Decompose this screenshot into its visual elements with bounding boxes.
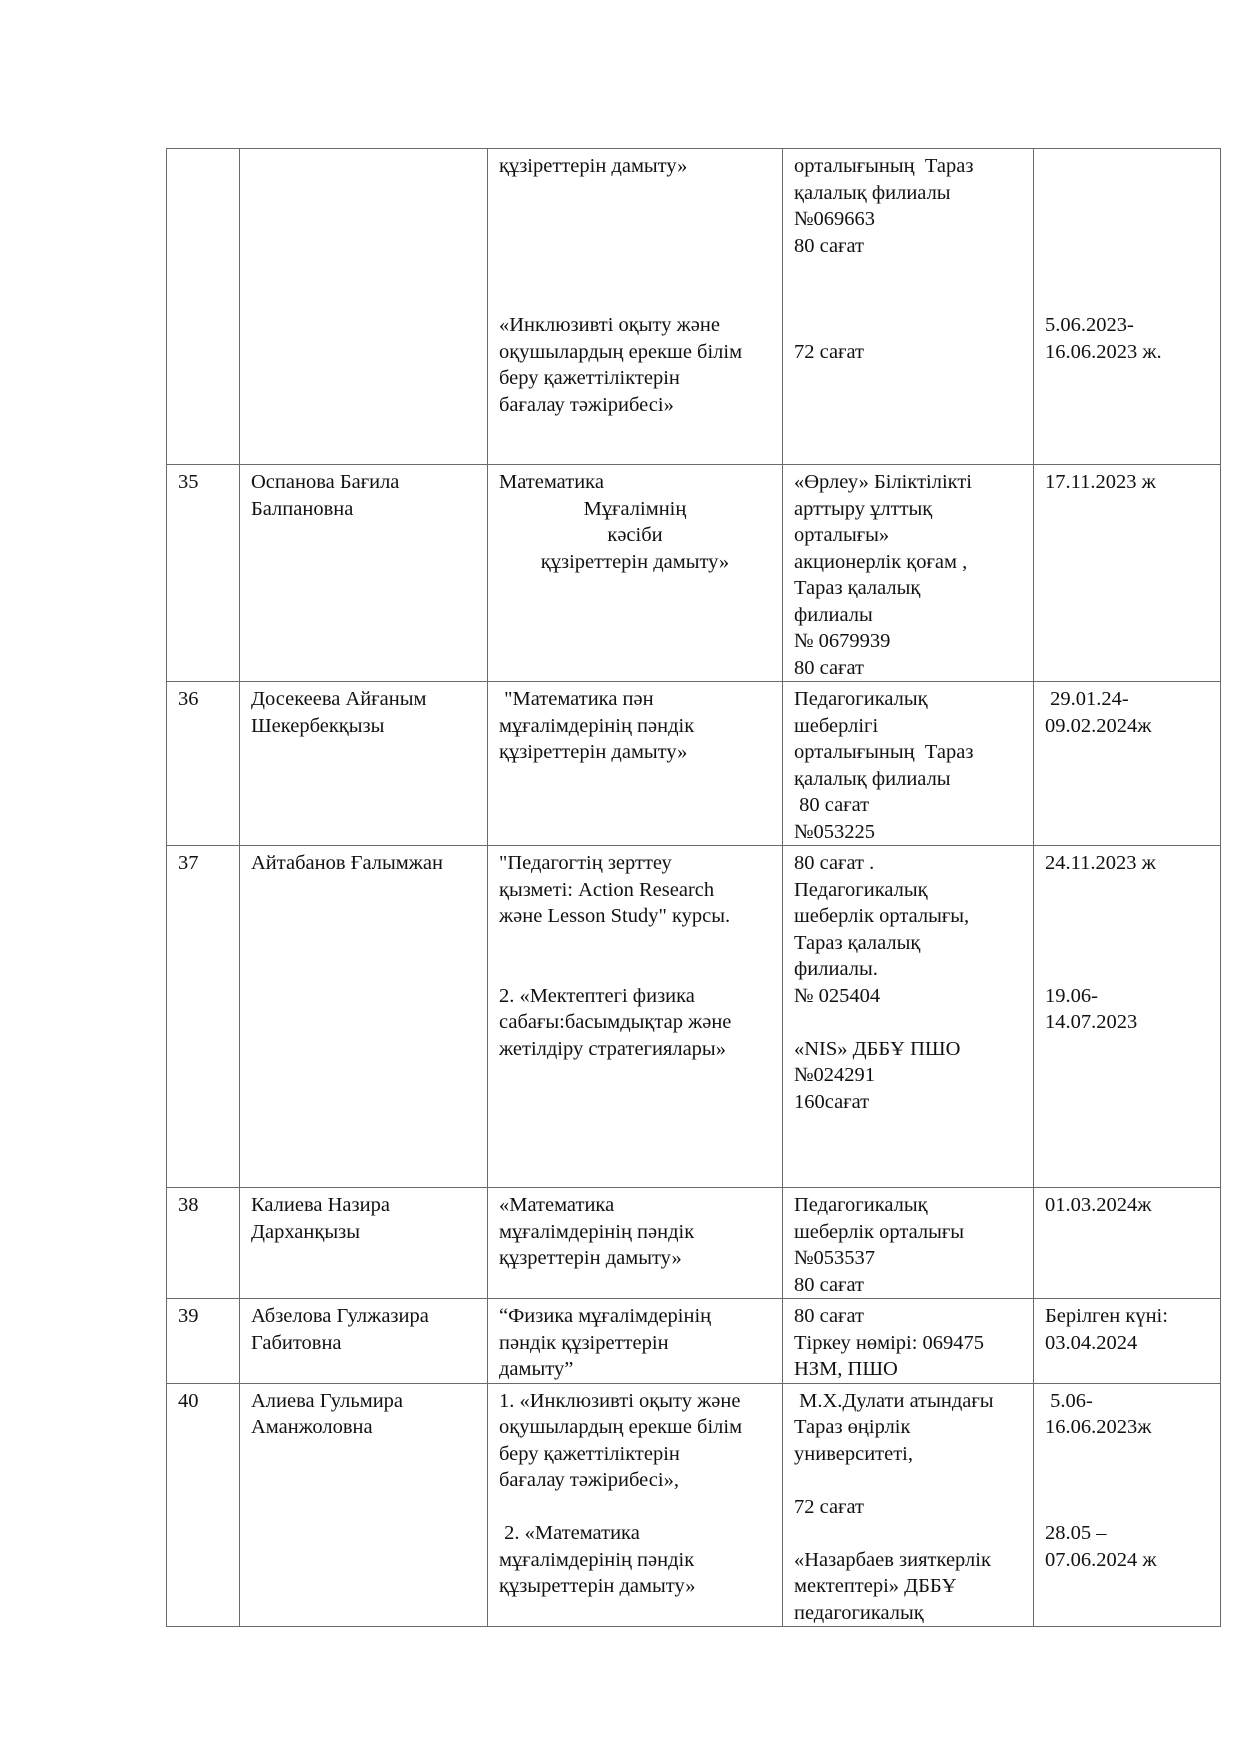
cell-text-line: беру қажеттіліктерін [499,1442,680,1465]
cell-text-line: Габитовна [251,1331,342,1354]
cell-text-line: пәндік құзіреттерін [499,1331,669,1354]
cell-text-line: 80 сағат [794,1273,865,1296]
cell-course [488,1188,783,1299]
cell-text-line: Берілген күні: [1045,1305,1168,1327]
cell-text-line: М.Х.Дулати атындағы [794,1389,994,1412]
cell-text-line [794,1467,1022,1494]
cell-text-line: құзіреттерін дамыту» [540,550,730,573]
cell-text-line: орталығының Тараз [794,741,974,763]
cell-number [167,149,240,465]
cell-name [240,149,488,465]
cell-text-line: мұғалімдерінің пәндік [499,714,695,737]
cell-name [240,1383,488,1627]
cell-course [488,682,783,846]
cell-date [1034,682,1221,846]
cell-text-line [499,1494,771,1521]
cell-organization [783,1383,1034,1627]
cell-text-line: арттыру ұлттық [794,497,933,520]
cell-text-line [1045,286,1209,313]
cell-date [1034,465,1221,682]
cell-text-line: 16.06.2023 ж. [1045,340,1162,363]
cell-date [1034,1188,1221,1299]
cell-text-line [499,286,771,313]
cell-text-line: Педагогикалық [794,688,928,710]
cell-text-line: Тіркеу нөмірі: 069475 [794,1331,985,1354]
cell-text-line: жетілдіру стратегиялары» [499,1037,726,1060]
cell-text-line: құзреттерін дамыту» [499,1247,682,1269]
cell-text-line: дамыту” [499,1358,574,1380]
cell-text-line: 14.07.2023 [1045,1011,1138,1033]
cell-text-line: Айтабанов Ғалымжан [251,852,443,874]
cell-text-line [1045,153,1209,180]
cell-date [1034,846,1221,1188]
cell-text-line: Математика [499,471,604,493]
cell-text-line: «Математика [499,1194,615,1216]
cell-course [488,1299,783,1384]
cell-text-line: Тараз қалалық [794,577,921,599]
table-row [167,846,1221,1188]
cell-text-line: 28.05 – [1045,1522,1107,1544]
cell-date [1034,1299,1221,1384]
cell-text-line [1045,180,1209,207]
cell-date [1034,149,1221,465]
cell-text-line: Тараз өңірлік [794,1416,911,1438]
cell-text-line: Шекербекқызы [251,714,385,737]
table-row [167,465,1221,682]
cell-text-line: акционерлік қоғам , [794,550,968,573]
cell-text-line: Оспанова Бағила [251,471,400,493]
cell-text-line [1045,930,1209,957]
cell-text-line: 07.06.2024 ж [1045,1548,1157,1571]
cell-text-line: қалалық филиалы [794,181,951,204]
cell-text-line [794,312,1022,339]
cell-text-line: Тараз қалалық [794,931,921,954]
table-row [167,1188,1221,1299]
cell-text-line: Дарханқызы [251,1220,360,1243]
table-row [167,149,1221,465]
cell-text-line [1045,903,1209,930]
cell-text-line: сабағы:басымдықтар және [499,1011,732,1033]
cell-date [1034,1383,1221,1627]
cell-text-line [1045,259,1209,286]
cell-text-line: 1. «Инклюзивті оқыту және [499,1389,741,1412]
cell-text-line [1045,206,1209,233]
table-row [167,1299,1221,1384]
cell-text-line: және Lesson Study" курсы. [499,905,731,927]
cell-text-line: № 0679939 [794,630,891,652]
cell-text-line: Калиева Назира [251,1194,390,1216]
cell-text-line: 5.06.2023- [1045,314,1134,336]
cell-text-line [499,930,771,957]
cell-text-line: 2. «Математика [499,1522,640,1544]
cell-text-line: 2. «Мектептегі физика [499,984,695,1007]
cell-text-line: 19.06- [1045,984,1098,1007]
cell-course [488,846,783,1188]
cell-text-line: “Физика мұғалімдерінің [499,1305,712,1327]
cell-course [488,149,783,465]
cell-text-line: мұғалімдерінің пәндік [499,1548,695,1571]
cell-name [240,846,488,1188]
cell-text-line [794,259,1022,286]
cell-number: 36 [167,682,240,846]
cell-number: 37 [167,846,240,1188]
cell-text-line: шеберлік орталығы [794,1220,965,1243]
cell-text-line: №069663 [794,208,876,230]
cell-text-line: мектептері» ДББҰ [794,1575,957,1597]
cell-text-line: бағалау тәжірибесі», [499,1469,679,1491]
cell-text-line [1045,1441,1209,1468]
cell-text-line: шеберлік орталығы, [794,905,970,927]
cell-text-line: «Өрлеу» Біліктілікті [794,471,972,493]
cell-text-line: педагогикалық [794,1601,924,1624]
cell-text-line: 17.11.2023 ж [1045,471,1156,493]
cell-text-line: 24.11.2023 ж [1045,852,1156,874]
cell-text-line: 72 сағат [794,340,865,363]
cell-text-line: 01.03.2024ж [1045,1194,1152,1216]
cell-text-line [499,259,771,286]
cell-text-line: бағалау тәжірибесі» [499,393,674,416]
cell-text-line: шеберлігі [794,714,879,737]
cell-text-line [794,1009,1022,1036]
cell-text-line: Аманжоловна [251,1416,373,1438]
cell-text-line: Мұғалімнің [583,497,687,520]
cell-text-line: беру қажеттіліктерін [499,367,680,389]
cell-text-line: Педагогикалық [794,878,928,901]
cell-text-line: орталығы» [794,524,890,546]
cell-text-line: мұғалімдерінің пәндік [499,1220,695,1243]
cell-text-line: 16.06.2023ж [1045,1416,1152,1438]
cell-text-line: қалалық филиалы [794,767,951,790]
cell-text-line [1045,877,1209,904]
cell-text-line: № 025404 [794,984,881,1007]
cell-text-line [1045,1467,1209,1494]
cell-text-line: «Инклюзивті оқыту және [499,314,720,336]
cell-organization [783,682,1034,846]
cell-organization [783,1299,1034,1384]
cell-text-line: Абзелова Гулжазира [251,1305,429,1327]
cell-text-line: 80 сағат [794,1305,865,1327]
cell-text-line: Алиева Гульмира [251,1389,404,1412]
cell-text-line: 72 сағат [794,1495,865,1518]
cell-organization [783,465,1034,682]
cell-text-line [1045,233,1209,260]
cell-text-line: НЗМ, ПШО [794,1358,898,1380]
cell-name [240,1188,488,1299]
cell-text-line: қызметі: Action Research [499,878,715,901]
teachers-training-table [166,148,1221,1627]
table-row [167,1383,1221,1627]
cell-organization [783,149,1034,465]
cell-text-line: 29.01.24- [1045,688,1129,710]
cell-text-line: құзіреттерін дамыту» [499,155,688,177]
cell-text-line [499,233,771,260]
cell-organization [783,1188,1034,1299]
cell-number: 38 [167,1188,240,1299]
cell-text-line: 80 сағат [794,794,870,816]
cell-text-line: "Математика пән [499,688,654,710]
cell-text-line: 5.06- [1045,1389,1093,1412]
cell-number: 40 [167,1383,240,1627]
cell-text-line: Педагогикалық [794,1194,928,1216]
cell-text-line: оқушылардың ерекше білім [499,1416,743,1438]
cell-text-line: оқушылардың ерекше білім [499,340,743,363]
cell-organization [783,846,1034,1188]
cell-text-line: кәсіби [607,524,663,546]
cell-text-line: "Педагогтің зерттеу [499,852,672,874]
cell-name [240,465,488,682]
cell-name [240,1299,488,1384]
cell-name [240,682,488,846]
table-row [167,682,1221,846]
cell-text-line: №053537 [794,1247,876,1269]
cell-number: 35 [167,465,240,682]
cell-text-line [499,180,771,207]
cell-text-line: Балпановна [251,497,354,520]
cell-text-line: 80 сағат . [794,852,875,874]
cell-text-line: №024291 [794,1064,876,1086]
cell-text-line [794,1520,1022,1547]
cell-text-line: «Назарбаев зияткерлік [794,1548,991,1571]
cell-text-line: Досекеева Айғаным [251,688,427,710]
cell-text-line: 03.04.2024 [1045,1331,1138,1354]
cell-text-line [499,956,771,983]
cell-text-line: 09.02.2024ж [1045,714,1152,737]
cell-text-line: 160сағат [794,1090,870,1113]
cell-text-line: құзіреттерін дамыту» [499,741,688,763]
cell-text-line [1045,956,1209,983]
cell-course [488,465,783,682]
cell-text-line: филиалы [794,603,873,626]
cell-number: 39 [167,1299,240,1384]
cell-text-line [794,286,1022,313]
cell-text-line: №053225 [794,820,876,843]
cell-text-line: филиалы. [794,958,878,980]
cell-text-line: 80 сағат [794,234,865,257]
cell-text-line: орталығының Тараз [794,155,974,177]
cell-course [488,1383,783,1627]
cell-text-line [499,206,771,233]
cell-text-line: құзыреттерін дамыту» [499,1575,696,1597]
cell-text-line: «NIS» ДББҰ ПШО [794,1037,961,1060]
cell-text-line: 80 сағат [794,656,865,679]
cell-text-line [1045,1494,1209,1521]
cell-text-line: университеті, [794,1442,914,1465]
